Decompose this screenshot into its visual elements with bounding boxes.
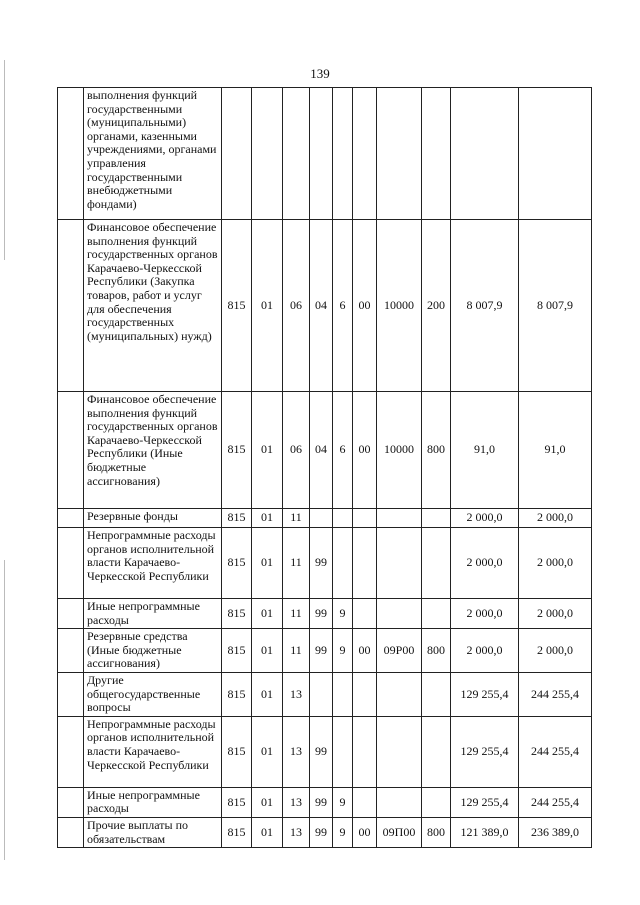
scan-edge-mark xyxy=(4,560,5,860)
cell-rz: 01 xyxy=(252,672,283,716)
cell-rz: 01 xyxy=(252,509,283,528)
cell-vr xyxy=(422,716,451,787)
table-row xyxy=(58,672,592,716)
page-number: 139 xyxy=(310,66,330,81)
cell-sum1: 129 255,4 xyxy=(451,716,519,787)
scan-edge-mark xyxy=(4,60,5,260)
cell-p2: 9 xyxy=(333,599,353,629)
budget-table-body xyxy=(58,88,592,848)
table-row xyxy=(58,220,592,392)
cell-p3 xyxy=(353,716,377,787)
cell-p1: 04 xyxy=(310,392,333,509)
cell-p1 xyxy=(310,509,333,528)
cell-ved: 815 xyxy=(222,629,252,673)
cell-pr: 11 xyxy=(283,599,310,629)
cell-sum1: 2 000,0 xyxy=(451,629,519,673)
table-row xyxy=(58,509,592,528)
cell-rz: 01 xyxy=(252,220,283,392)
cell-p1: 99 xyxy=(310,629,333,673)
cell-p3 xyxy=(353,509,377,528)
cell-p2: 9 xyxy=(333,629,353,673)
table-row xyxy=(58,716,592,787)
cell-p2 xyxy=(333,672,353,716)
cell-p1: 99 xyxy=(310,716,333,787)
cell-sum2: 244 255,4 xyxy=(519,787,592,817)
cell-name: Иные непрограммные расходы xyxy=(84,787,222,817)
cell-p1 xyxy=(310,672,333,716)
cell-pr: 13 xyxy=(283,716,310,787)
table-row xyxy=(58,599,592,629)
cell-p4: 09П00 xyxy=(377,817,422,847)
cell-sum1: 129 255,4 xyxy=(451,672,519,716)
row-index-cell xyxy=(58,528,84,599)
cell-rz: 01 xyxy=(252,599,283,629)
cell-vr xyxy=(422,88,451,220)
cell-name: Непрограммные расходы органов исполнительной власти Карачаево-Черкесской Республики xyxy=(84,528,222,599)
cell-ved: 815 xyxy=(222,817,252,847)
cell-p4 xyxy=(377,528,422,599)
cell-p1: 99 xyxy=(310,817,333,847)
row-index-cell xyxy=(58,509,84,528)
cell-sum1: 121 389,0 xyxy=(451,817,519,847)
cell-ved: 815 xyxy=(222,672,252,716)
cell-ved: 815 xyxy=(222,528,252,599)
cell-sum1: 129 255,4 xyxy=(451,787,519,817)
cell-rz: 01 xyxy=(252,716,283,787)
cell-vr xyxy=(422,787,451,817)
cell-vr: 800 xyxy=(422,629,451,673)
cell-sum1 xyxy=(451,88,519,220)
cell-p1: 99 xyxy=(310,599,333,629)
cell-vr xyxy=(422,672,451,716)
cell-p3 xyxy=(353,88,377,220)
table-row xyxy=(58,629,592,673)
row-index-cell xyxy=(58,787,84,817)
cell-pr: 11 xyxy=(283,629,310,673)
cell-p2: 6 xyxy=(333,220,353,392)
cell-p4 xyxy=(377,88,422,220)
cell-p3 xyxy=(353,599,377,629)
cell-ved: 815 xyxy=(222,787,252,817)
cell-rz: 01 xyxy=(252,787,283,817)
cell-name: Резервные фонды xyxy=(84,509,222,528)
cell-name: Финансовое обеспечение выполнения функций государственных органов Карачаево-Черкесской Республики (Иные бюджетные ассигнования) xyxy=(84,392,222,509)
cell-sum2: 244 255,4 xyxy=(519,716,592,787)
cell-pr: 06 xyxy=(283,392,310,509)
cell-p1: 04 xyxy=(310,220,333,392)
row-index-cell xyxy=(58,220,84,392)
cell-p4 xyxy=(377,716,422,787)
row-index-cell xyxy=(58,392,84,509)
cell-sum2 xyxy=(519,88,592,220)
row-index-cell xyxy=(58,716,84,787)
row-index-cell xyxy=(58,672,84,716)
cell-pr: 13 xyxy=(283,817,310,847)
cell-p3: 00 xyxy=(353,629,377,673)
cell-ved: 815 xyxy=(222,392,252,509)
cell-vr: 800 xyxy=(422,817,451,847)
cell-pr: 13 xyxy=(283,672,310,716)
row-index-cell xyxy=(58,629,84,673)
cell-sum1: 2 000,0 xyxy=(451,528,519,599)
cell-name: выполнения функций государственными (муниципальными) органами, казенными учреждениями, органами управления государственными внебюджетными фондами) xyxy=(84,88,222,220)
cell-p3: 00 xyxy=(353,392,377,509)
cell-p2 xyxy=(333,528,353,599)
cell-sum2: 91,0 xyxy=(519,392,592,509)
cell-p2: 9 xyxy=(333,817,353,847)
cell-p3 xyxy=(353,528,377,599)
table-row xyxy=(58,817,592,847)
row-index-cell xyxy=(58,599,84,629)
cell-pr: 11 xyxy=(283,509,310,528)
cell-name: Иные непрограммные расходы xyxy=(84,599,222,629)
table-row xyxy=(58,528,592,599)
cell-sum2: 2 000,0 xyxy=(519,528,592,599)
cell-p2 xyxy=(333,509,353,528)
row-index-cell xyxy=(58,817,84,847)
cell-ved: 815 xyxy=(222,509,252,528)
cell-sum2: 2 000,0 xyxy=(519,629,592,673)
cell-name: Резервные средства (Иные бюджетные ассигнования) xyxy=(84,629,222,673)
cell-sum2: 2 000,0 xyxy=(519,509,592,528)
cell-sum1: 8 007,9 xyxy=(451,220,519,392)
cell-rz: 01 xyxy=(252,629,283,673)
cell-p4 xyxy=(377,509,422,528)
cell-p3: 00 xyxy=(353,817,377,847)
cell-p1: 99 xyxy=(310,787,333,817)
budget-table xyxy=(57,87,592,848)
cell-sum1: 91,0 xyxy=(451,392,519,509)
cell-p4 xyxy=(377,787,422,817)
cell-pr xyxy=(283,88,310,220)
cell-sum2: 244 255,4 xyxy=(519,672,592,716)
cell-pr: 06 xyxy=(283,220,310,392)
cell-ved: 815 xyxy=(222,716,252,787)
cell-p4: 09Р00 xyxy=(377,629,422,673)
cell-p4: 10000 xyxy=(377,392,422,509)
cell-p4: 10000 xyxy=(377,220,422,392)
cell-p4 xyxy=(377,599,422,629)
table-row xyxy=(58,392,592,509)
cell-rz: 01 xyxy=(252,392,283,509)
cell-pr: 11 xyxy=(283,528,310,599)
cell-sum2: 2 000,0 xyxy=(519,599,592,629)
cell-ved xyxy=(222,88,252,220)
cell-vr xyxy=(422,599,451,629)
row-index-cell xyxy=(58,88,84,220)
cell-p4 xyxy=(377,672,422,716)
cell-vr xyxy=(422,509,451,528)
cell-p2: 6 xyxy=(333,392,353,509)
cell-p3: 00 xyxy=(353,220,377,392)
cell-sum1: 2 000,0 xyxy=(451,509,519,528)
cell-p3 xyxy=(353,672,377,716)
cell-pr: 13 xyxy=(283,787,310,817)
cell-name: Финансовое обеспечение выполнения функций государственных органов Карачаево-Черкесской Республики (Закупка товаров, работ и услуг для обеспечения государственных (муниципальных) нужд) xyxy=(84,220,222,392)
cell-p1 xyxy=(310,88,333,220)
cell-name: Другие общегосударственные вопросы xyxy=(84,672,222,716)
cell-p2 xyxy=(333,716,353,787)
cell-ved: 815 xyxy=(222,599,252,629)
cell-p3 xyxy=(353,787,377,817)
cell-ved: 815 xyxy=(222,220,252,392)
cell-sum2: 236 389,0 xyxy=(519,817,592,847)
cell-sum1: 2 000,0 xyxy=(451,599,519,629)
cell-name: Непрограммные расходы органов исполнительной власти Карачаево-Черкесской Республики xyxy=(84,716,222,787)
cell-vr: 800 xyxy=(422,392,451,509)
cell-p2 xyxy=(333,88,353,220)
table-row xyxy=(58,88,592,220)
cell-p2: 9 xyxy=(333,787,353,817)
cell-rz xyxy=(252,88,283,220)
cell-vr xyxy=(422,528,451,599)
cell-rz: 01 xyxy=(252,528,283,599)
cell-vr: 200 xyxy=(422,220,451,392)
cell-rz: 01 xyxy=(252,817,283,847)
table-row xyxy=(58,787,592,817)
cell-name: Прочие выплаты по обязательствам xyxy=(84,817,222,847)
cell-p1: 99 xyxy=(310,528,333,599)
cell-sum2: 8 007,9 xyxy=(519,220,592,392)
